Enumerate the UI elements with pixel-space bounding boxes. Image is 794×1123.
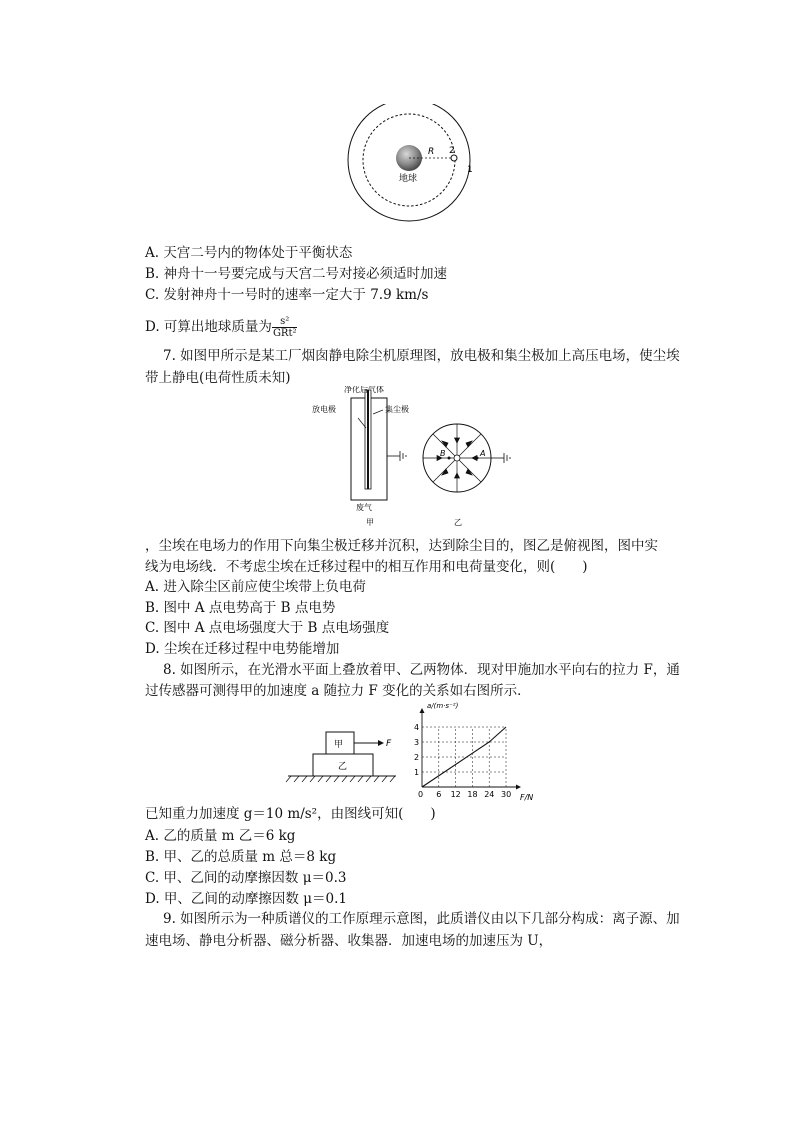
discharge-electrode-label: 放电极: [312, 405, 336, 414]
point-a-label: A: [480, 449, 486, 458]
q8-option-b: B. 甲、乙的总质量 m 总＝8 kg: [145, 849, 337, 865]
q9-stem-line2: 速电场、静电分析器、磁分析器、收集器．加速电场的加速压为 U，: [145, 933, 553, 949]
q7-stem-line3: ，尘埃在电场力的作用下向集尘极迁移并沉积，达到除尘目的，图乙是俯视图，图中实: [145, 538, 658, 554]
collector-label: 集尘极: [385, 405, 409, 414]
q8-stem-line3: 已知重力加速度 g＝10 m/s²，由图线可知( ): [145, 806, 436, 822]
q8-option-c: C. 甲、乙间的动摩擦因数 μ＝0.3: [145, 870, 347, 886]
ground-symbol-jia: [400, 451, 406, 461]
orbit-label-2: 2: [449, 146, 455, 156]
q6-option-d: [145, 316, 297, 339]
collector-leader: [373, 410, 383, 414]
point-b-label: B: [440, 449, 446, 458]
y-tick-label: 4: [414, 723, 420, 732]
point-b: [448, 457, 451, 460]
clean-gas-label: 净化后气体: [344, 386, 384, 394]
label-yi: 乙: [454, 518, 462, 527]
q7-option-d: D. 尘埃在迁移过程中电势能增加: [145, 641, 340, 657]
q6-option-b: B. 神舟十一号要完成与天宫二号对接必须适时加速: [145, 266, 448, 282]
orbit-figure: [338, 104, 488, 222]
y-axis-arrowhead: [420, 708, 425, 713]
q8-option-a: A. 乙的质量 m 乙＝6 kg: [145, 828, 296, 844]
chart-y-label: a/(m·s⁻²): [427, 702, 459, 710]
mass-formula-denominator: GRt²: [272, 328, 297, 339]
x-tick-label: 24: [484, 790, 495, 799]
x-tick-label: 0: [418, 790, 424, 799]
a-f-graph: [405, 700, 545, 805]
label-jia: 甲: [366, 518, 374, 527]
q7-stem-line1: 7. 如图甲所示是某工厂烟囱静电除尘机原理图，放电极和集尘极加上高压电场，使尘埃: [163, 348, 680, 364]
x-axis-arrowhead: [516, 785, 521, 790]
force-label: F: [386, 739, 392, 749]
y-tick-label: 1: [414, 768, 420, 777]
q7-option-c: C. 图中 A 点电场强度大于 B 点电场强度: [145, 620, 390, 636]
force-arrowhead: [378, 740, 384, 746]
y-tick-label: 2: [414, 753, 420, 762]
q6-option-c: C. 发射神舟十一号时的速率一定大于 7.9 km/s: [145, 287, 429, 303]
q9-stem-line1: 9. 如图所示为一种质谱仪的工作原理示意图，此质谱仪由以下几部分构成：离子源、加: [163, 911, 680, 927]
q6-option-a: A. 天宫二号内的物体处于平衡状态: [145, 245, 353, 261]
x-tick-label: 18: [467, 790, 478, 799]
ground-symbol-yi: [504, 453, 510, 463]
q8-stem-line2: 过传感器可测得甲的加速度 a 随拉力 F 变化的关系如右图所示．: [145, 683, 531, 699]
block-yi-label: 乙: [338, 762, 348, 772]
q6-option-d-text: D. 可算出地球质量为: [145, 319, 272, 335]
precipitator-figure: [305, 386, 525, 531]
mass-formula-numerator: s²: [272, 316, 298, 328]
q7-stem-line2: 带上静电(电荷性质未知): [145, 370, 291, 386]
waste-gas-label: 废气: [356, 503, 372, 512]
orbit-label-1: 1: [467, 165, 473, 175]
x-tick-label: 12: [450, 790, 461, 799]
point-a: [476, 457, 479, 460]
q8-option-d: D. 甲、乙间的动摩擦因数 μ＝0.1: [145, 891, 347, 907]
x-tick-label: 6: [436, 790, 442, 799]
q7-stem-line4: 线为电场线．不考虑尘埃在迁移过程中的相互作用和电荷量变化，则( ): [145, 559, 588, 575]
x-tick-label: 30: [501, 790, 512, 799]
mass-formula: [272, 316, 298, 339]
block-jia-label: 甲: [334, 740, 344, 750]
ground-hatching: [286, 776, 395, 782]
chart-x-label: F/N: [520, 793, 534, 802]
earth-label: 地球: [399, 174, 418, 184]
blocks-figure: [283, 726, 403, 788]
q8-stem-line1: 8. 如图所示，在光滑水平面上叠放着甲、乙两物体．现对甲施加水平向右的拉力 F，通: [163, 662, 680, 678]
chart-ticks: [414, 723, 511, 799]
q7-option-a: A. 进入除尘区前应使尘埃带上负电荷: [145, 579, 366, 595]
radius-label: R: [428, 147, 435, 157]
q7-option-b: B. 图中 A 点电势高于 B 点电势: [145, 600, 336, 616]
y-tick-label: 3: [414, 738, 420, 747]
